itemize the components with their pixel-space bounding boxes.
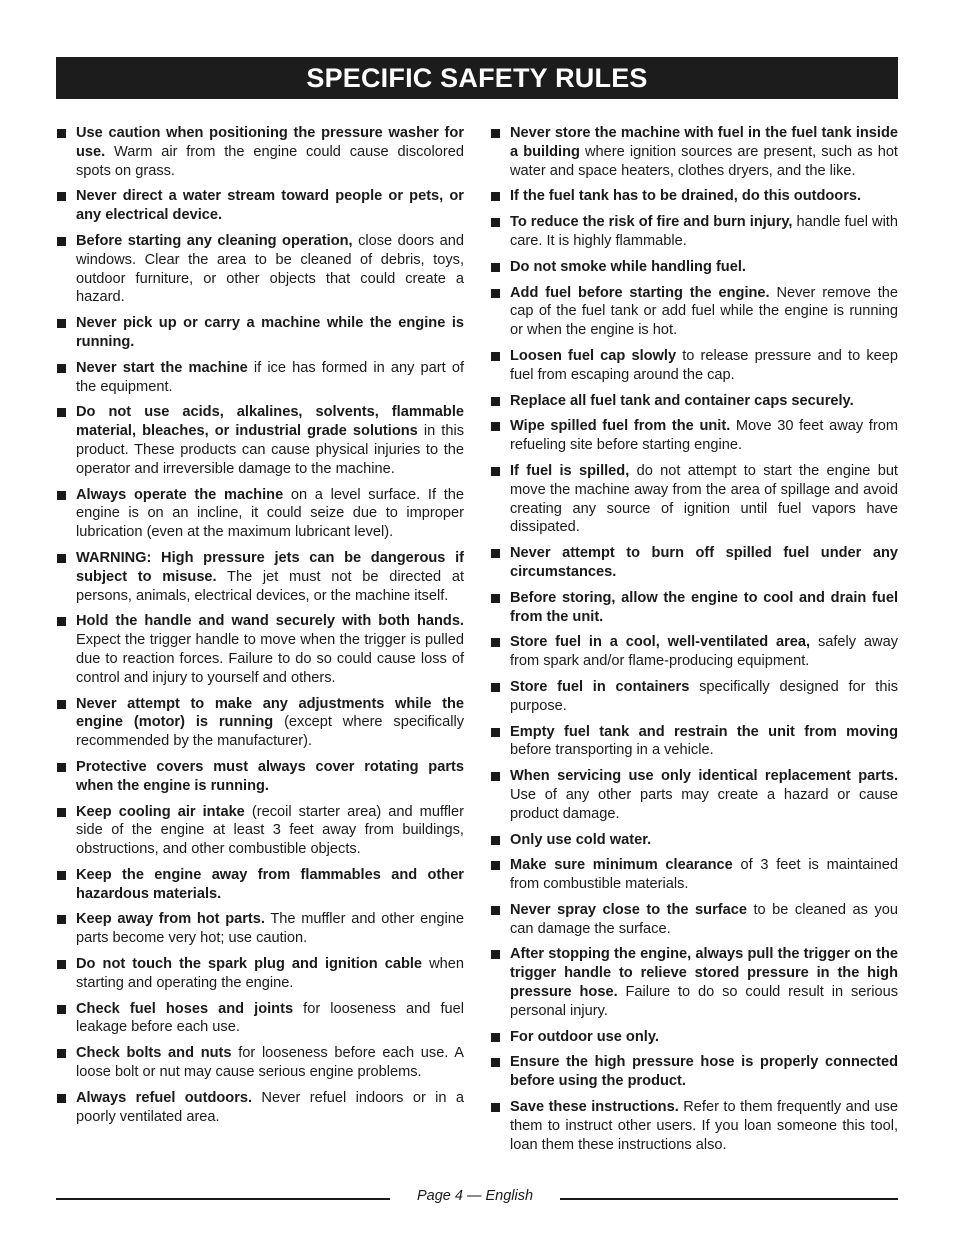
square-bullet-icon [491,263,500,272]
square-bullet-icon [57,871,66,880]
square-bullet-icon [57,808,66,817]
square-bullet-icon [491,1103,500,1112]
right-rules-column [490,124,898,1161]
rule-item: Keep away from hot parts. The muffler and other engine parts become very hot; use caution. [56,910,464,948]
square-bullet-icon [57,237,66,246]
rule-item: Do not smoke while handling fuel. [490,258,898,277]
rule-item: Protective covers must always cover rotating parts when the engine is running. [56,758,464,796]
rule-item: Always operate the machine on a level surface. If the engine is on an incline, it could seize due to improper lubrication (even at the maximum lubricant level). [56,486,464,542]
rule-item: Store fuel in containers specifically designed for this purpose. [490,678,898,716]
square-bullet-icon [491,129,500,138]
rule-item: Hold the handle and wand securely with both hands. Expect the trigger handle to move when the trigger is pulled due to reaction forces. Failure to do so could cause loss of control and injury to yourself and others. [56,612,464,687]
square-bullet-icon [491,683,500,692]
square-bullet-icon [491,549,500,558]
square-bullet-icon [57,915,66,924]
rule-item: Do not use acids, alkalines, solvents, flammable material, bleaches, or industrial grade solutions in this product. These products can cause physical injuries to the operator and irreversible damage to the machine. [56,403,464,478]
rule-item: Make sure minimum clearance of 3 feet is maintained from combustible materials. [490,856,898,894]
square-bullet-icon [491,1033,500,1042]
rule-item: Never pick up or carry a machine while the engine is running. [56,314,464,352]
rule-item: Ensure the high pressure hose is properly connected before using the product. [490,1053,898,1091]
square-bullet-icon [57,1049,66,1058]
rule-item: Never direct a water stream toward people or pets, or any electrical device. [56,187,464,225]
rule-item: Check fuel hoses and joints for looseness and fuel leakage before each use. [56,1000,464,1038]
rule-item: Wipe spilled fuel from the unit. Move 30 feet away from refueling site before starting engine. [490,417,898,455]
rule-item: Keep cooling air intake (recoil starter area) and muffler side of the engine at least 3 feet away from buildings, obstructions, and other combustible objects. [56,803,464,859]
rule-item: Never start the machine if ice has formed in any part of the equipment. [56,359,464,397]
square-bullet-icon [57,491,66,500]
square-bullet-icon [491,467,500,476]
square-bullet-icon [57,617,66,626]
rule-item: WARNING: High pressure jets can be dangerous if subject to misuse. The jet must not be directed at persons, animals, electrical devices, or the machine itself. [56,549,464,605]
rule-item: For outdoor use only. [490,1028,898,1047]
rule-item: Do not touch the spark plug and ignition cable when starting and operating the engine. [56,955,464,993]
square-bullet-icon [491,906,500,915]
rule-item: Never attempt to make any adjustments while the engine (motor) is running (except where specifically recommended by the manufacturer). [56,695,464,751]
rule-item: Replace all fuel tank and container caps securely. [490,392,898,411]
square-bullet-icon [491,218,500,227]
square-bullet-icon [57,1005,66,1014]
rule-item: Store fuel in a cool, well-ventilated area, safely away from spark and/or flame-producing equipment. [490,633,898,671]
square-bullet-icon [491,728,500,737]
rule-item: Before starting any cleaning operation, close doors and windows. Clear the area to be cleaned of debris, toys, outdoor furniture, or other objects that could create a hazard. [56,232,464,307]
rule-item: Before storing, allow the engine to cool and drain fuel from the unit. [490,589,898,627]
rule-item: Never store the machine with fuel in the fuel tank inside a building where ignition sources are present, such as hot water and space heaters, clothes dryers, and the like. [490,124,898,180]
square-bullet-icon [57,960,66,969]
section-title-bar [56,57,898,99]
square-bullet-icon [491,638,500,647]
rule-item: Keep the engine away from flammables and other hazardous materials. [56,866,464,904]
page-footer [0,1187,954,1207]
square-bullet-icon [57,319,66,328]
square-bullet-icon [491,397,500,406]
square-bullet-icon [491,1058,500,1067]
rule-item: Empty fuel tank and restrain the unit from moving before transporting in a vehicle. [490,723,898,761]
rule-item: Only use cold water. [490,831,898,850]
page-number-label: Page 4 — English [416,1188,534,1204]
rule-item: Use caution when positioning the pressure washer for use. Warm air from the engine could cause discolored spots on grass. [56,124,464,180]
square-bullet-icon [491,289,500,298]
square-bullet-icon [491,772,500,781]
square-bullet-icon [57,129,66,138]
square-bullet-icon [491,352,500,361]
square-bullet-icon [57,554,66,563]
square-bullet-icon [57,700,66,709]
rule-item: Loosen fuel cap slowly to release pressure and to keep fuel from escaping around the cap. [490,347,898,385]
square-bullet-icon [491,594,500,603]
square-bullet-icon [57,763,66,772]
square-bullet-icon [57,192,66,201]
left-rules-column [56,124,464,1133]
square-bullet-icon [491,836,500,845]
rule-item: If fuel is spilled, do not attempt to start the engine but move the machine away from the area of spillage and avoid creating any source of ignition until fuel vapors have dissipated. [490,462,898,537]
square-bullet-icon [57,408,66,417]
rule-item: Check bolts and nuts for looseness before each use. A loose bolt or nut may cause serious engine problems. [56,1044,464,1082]
square-bullet-icon [57,1094,66,1103]
square-bullet-icon [491,192,500,201]
rule-item: Save these instructions. Refer to them frequently and use them to instruct other users. If you loan someone this tool, loan them these instructions also. [490,1098,898,1154]
rule-item: If the fuel tank has to be drained, do this outdoors. [490,187,898,206]
rule-item: Add fuel before starting the engine. Never remove the cap of the fuel tank or add fuel while the engine is running or when the engine is hot. [490,284,898,340]
rule-item: When servicing use only identical replacement parts. Use of any other parts may create a hazard or cause product damage. [490,767,898,823]
footer-rule-left [56,1198,390,1200]
square-bullet-icon [491,422,500,431]
footer-rule-right [560,1198,898,1200]
page-title: SPECIFIC SAFETY RULES [306,62,648,93]
rule-item: Never attempt to burn off spilled fuel under any circumstances. [490,544,898,582]
square-bullet-icon [57,364,66,373]
rule-item: Never spray close to the surface to be cleaned as you can damage the surface. [490,901,898,939]
square-bullet-icon [491,861,500,870]
rule-item: After stopping the engine, always pull the trigger on the trigger handle to relieve stored pressure in the high pressure hose. Failure to do so could result in serious personal injury. [490,945,898,1020]
rule-item: Always refuel outdoors. Never refuel indoors or in a poorly ventilated area. [56,1089,464,1127]
square-bullet-icon [491,950,500,959]
rule-item: To reduce the risk of fire and burn injury, handle fuel with care. It is highly flammable. [490,213,898,251]
